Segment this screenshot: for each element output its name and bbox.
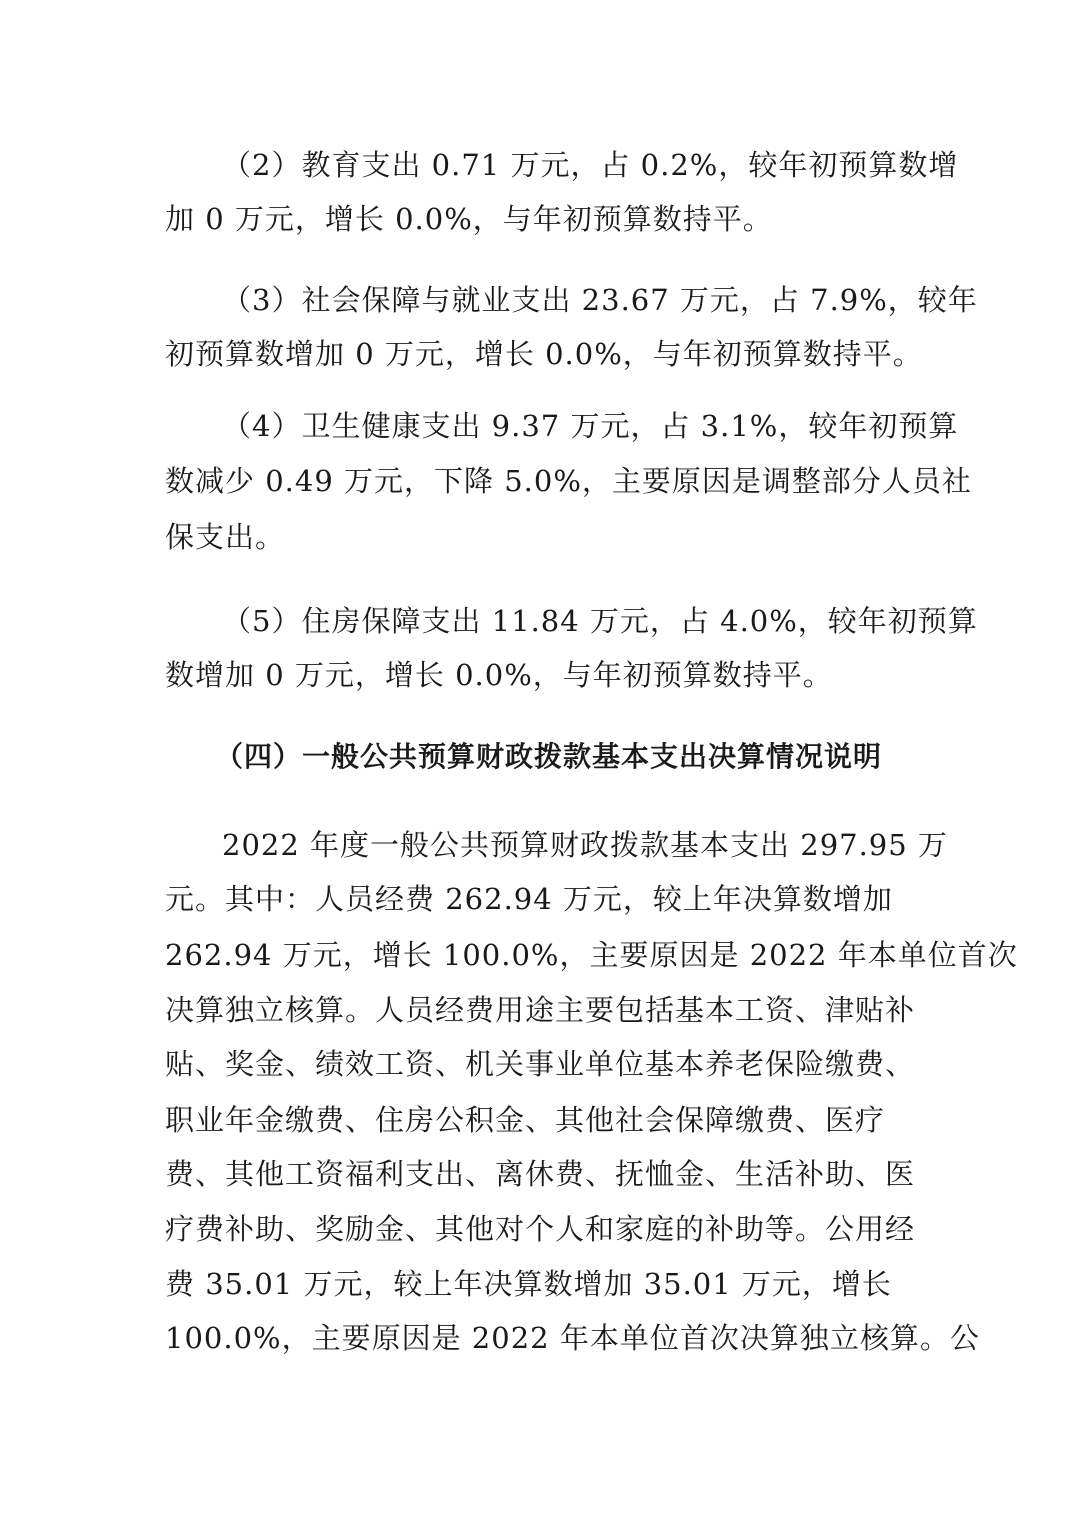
body-line-10: 100.0%，主要原因是 2022 年本单位首次决算独立核算。公 (165, 1321, 980, 1355)
body-line-1: 2022 年度一般公共预算财政拨款基本支出 297.95 万 (222, 828, 948, 862)
body-line-3: 262.94 万元，增长 100.0%，主要原因是 2022 年本单位首次 (165, 938, 1018, 972)
paragraph-item-4-line-3: 保支出。 (165, 520, 286, 554)
section-heading: （四）一般公共预算财政拨款基本支出决算情况说明 (215, 740, 883, 773)
paragraph-item-2-line-2: 加 0 万元，增长 0.0%，与年初预算数持平。 (165, 202, 773, 236)
body-line-8: 疗费补助、奖励金、其他对个人和家庭的补助等。公用经 (165, 1212, 916, 1246)
body-line-9: 费 35.01 万元，较上年决算数增加 35.01 万元，增长 (165, 1267, 892, 1301)
paragraph-item-5-line-1: （5）住房保障支出 11.84 万元，占 4.0%，较年初预算 (222, 604, 978, 638)
paragraph-item-4-line-2: 数减少 0.49 万元，下降 5.0%，主要原因是调整部分人员社 (165, 464, 972, 498)
body-line-6: 职业年金缴费、住房公积金、其他社会保障缴费、医疗 (165, 1103, 886, 1137)
paragraph-item-3-line-2: 初预算数增加 0 万元，增长 0.0%，与年初预算数持平。 (165, 337, 923, 371)
body-line-4: 决算独立核算。人员经费用途主要包括基本工资、津贴补 (165, 993, 916, 1027)
body-line-7: 费、其他工资福利支出、离休费、抚恤金、生活补助、医 (165, 1157, 916, 1191)
paragraph-item-2-line-1: （2）教育支出 0.71 万元，占 0.2%，较年初预算数增 (222, 148, 959, 182)
body-line-2: 元。其中：人员经费 262.94 万元，较上年决算数增加 (165, 882, 893, 916)
body-line-5: 贴、奖金、绩效工资、机关事业单位基本养老保险缴费、 (165, 1047, 916, 1081)
paragraph-item-5-line-2: 数增加 0 万元，增长 0.0%，与年初预算数持平。 (165, 658, 833, 692)
paragraph-item-4-line-1: （4）卫生健康支出 9.37 万元，占 3.1%，较年初预算 (222, 409, 959, 443)
paragraph-item-3-line-1: （3）社会保障与就业支出 23.67 万元，占 7.9%，较年 (222, 283, 978, 317)
